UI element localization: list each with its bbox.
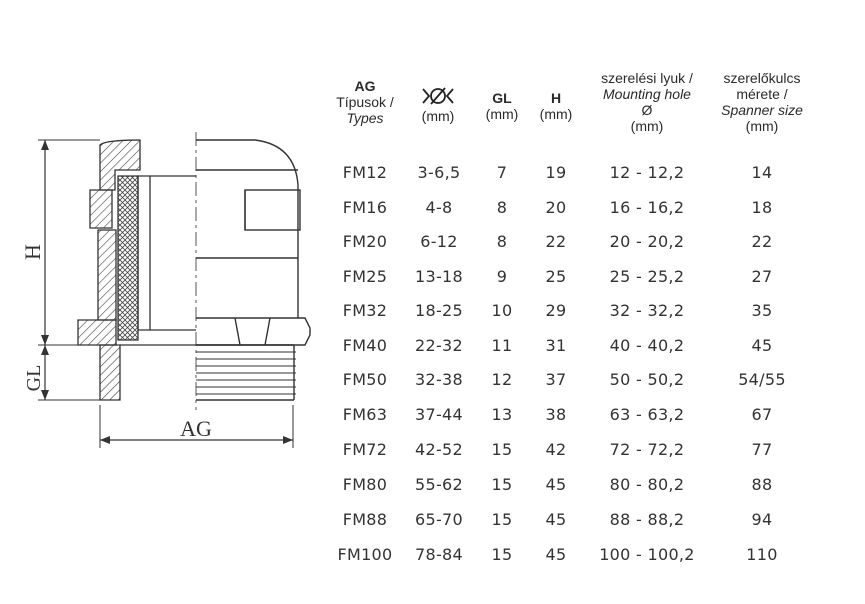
cell-gl: 8 xyxy=(496,198,508,217)
cell-diameter: 3-6,5 xyxy=(417,163,461,182)
cell-type: FM20 xyxy=(342,232,388,251)
cell-type: FM32 xyxy=(342,301,388,320)
cell-mounting-hole: 20 - 20,2 xyxy=(609,232,685,251)
header-gl-label: GL xyxy=(492,90,512,106)
cell-diameter: 42-52 xyxy=(415,440,463,459)
gland-section xyxy=(78,140,196,400)
table-row xyxy=(320,267,840,301)
cell-h: 29 xyxy=(545,301,567,320)
cell-gl: 11 xyxy=(491,336,513,355)
header-type-en: Types xyxy=(346,110,384,126)
header-spanner-hu: szerelőkulcs xyxy=(723,70,801,86)
cell-spanner-size: 67 xyxy=(751,405,773,424)
cell-type: FM50 xyxy=(342,370,388,389)
header-hole-hu: szerelési lyuk / xyxy=(601,70,693,86)
cell-type: FM40 xyxy=(342,336,388,355)
cell-mounting-hole: 88 - 88,2 xyxy=(609,510,685,529)
header-spanner-size xyxy=(708,70,816,134)
cell-mounting-hole: 25 - 25,2 xyxy=(609,267,685,286)
header-gl-unit: (mm) xyxy=(485,106,519,122)
cell-mounting-hole: 72 - 72,2 xyxy=(609,440,685,459)
cell-gl: 9 xyxy=(496,267,508,286)
cell-gl: 13 xyxy=(491,405,513,424)
table-row xyxy=(320,198,840,232)
cell-gl: 10 xyxy=(491,301,513,320)
table-row xyxy=(320,336,840,370)
dimension-ag-label: AG xyxy=(180,416,212,441)
table-row xyxy=(320,163,840,197)
cell-spanner-size: 22 xyxy=(751,232,773,251)
header-spanner-en: Spanner size xyxy=(721,102,803,118)
cell-diameter: 13-18 xyxy=(415,267,463,286)
cell-h: 45 xyxy=(545,510,567,529)
cell-spanner-size: 88 xyxy=(751,475,773,494)
cell-h: 19 xyxy=(545,163,567,182)
header-hole-en: Mounting hole xyxy=(603,86,691,102)
cell-spanner-size: 54/55 xyxy=(738,370,786,389)
dimension-gl-label: GL xyxy=(23,364,45,392)
table-row xyxy=(320,510,840,544)
cell-h: 31 xyxy=(545,336,567,355)
cell-mounting-hole: 16 - 16,2 xyxy=(609,198,685,217)
table-row xyxy=(320,370,840,404)
table-row xyxy=(320,440,840,474)
cell-diameter: 6-12 xyxy=(420,232,458,251)
table-row xyxy=(320,405,840,439)
cell-mounting-hole: 50 - 50,2 xyxy=(609,370,685,389)
cell-spanner-size: 14 xyxy=(751,163,773,182)
cell-diameter: 22-32 xyxy=(415,336,463,355)
header-gl xyxy=(480,90,524,122)
cell-mounting-hole: 63 - 63,2 xyxy=(609,405,685,424)
cell-h: 42 xyxy=(545,440,567,459)
table-row xyxy=(320,545,840,579)
header-h-label: H xyxy=(550,90,562,106)
cell-diameter: 32-38 xyxy=(415,370,463,389)
thread-lines xyxy=(196,352,296,394)
cell-h: 37 xyxy=(545,370,567,389)
header-type-title: AG xyxy=(354,78,376,94)
cell-mounting-hole: 40 - 40,2 xyxy=(609,336,685,355)
cell-h: 25 xyxy=(545,267,567,286)
cell-h: 45 xyxy=(545,545,567,564)
header-h-unit: (mm) xyxy=(539,106,573,122)
cell-type: FM63 xyxy=(342,405,388,424)
cell-type: FM80 xyxy=(342,475,388,494)
cell-spanner-size: 110 xyxy=(746,545,778,564)
table-row xyxy=(320,475,840,509)
diameter-range-icon xyxy=(408,86,468,108)
cell-mounting-hole: 100 - 100,2 xyxy=(599,545,695,564)
cell-gl: 15 xyxy=(491,475,513,494)
cell-mounting-hole: 80 - 80,2 xyxy=(609,475,685,494)
cell-h: 38 xyxy=(545,405,567,424)
cell-spanner-size: 18 xyxy=(751,198,773,217)
cell-type: FM16 xyxy=(342,198,388,217)
cell-diameter: 18-25 xyxy=(415,301,463,320)
cell-type: FM88 xyxy=(342,510,388,529)
cell-type: FM12 xyxy=(342,163,388,182)
cell-type: FM25 xyxy=(342,267,388,286)
gland-exterior xyxy=(196,140,310,400)
cell-h: 22 xyxy=(545,232,567,251)
cell-gl: 15 xyxy=(491,510,513,529)
cell-gl: 15 xyxy=(491,440,513,459)
cell-diameter: 78-84 xyxy=(415,545,463,564)
cell-mounting-hole: 32 - 32,2 xyxy=(609,301,685,320)
cell-diameter: 55-62 xyxy=(415,475,463,494)
cell-h: 20 xyxy=(545,198,567,217)
header-type xyxy=(320,78,410,126)
header-hole-unit: (mm) xyxy=(630,118,664,134)
cell-spanner-size: 35 xyxy=(751,301,773,320)
header-diameter xyxy=(408,86,468,124)
cell-diameter: 65-70 xyxy=(415,510,463,529)
cell-gl: 7 xyxy=(496,163,508,182)
cell-h: 45 xyxy=(545,475,567,494)
cell-gl: 8 xyxy=(496,232,508,251)
header-mounting-hole xyxy=(578,70,716,134)
header-spanner-unit: (mm) xyxy=(745,118,779,134)
header-hole-symbol: Ø xyxy=(641,102,653,118)
cell-mounting-hole: 12 - 12,2 xyxy=(609,163,685,182)
cell-spanner-size: 45 xyxy=(751,336,773,355)
header-type-hu: Típusok / xyxy=(336,94,394,110)
dimension-h-label: H xyxy=(20,244,45,260)
cell-diameter: 37-44 xyxy=(415,405,463,424)
cell-spanner-size: 27 xyxy=(751,267,773,286)
header-diameter-unit: (mm) xyxy=(421,108,455,124)
cell-gl: 12 xyxy=(491,370,513,389)
header-h xyxy=(530,90,582,122)
cell-spanner-size: 77 xyxy=(751,440,773,459)
cell-diameter: 4-8 xyxy=(425,198,453,217)
header-spanner-hu2: mérete / xyxy=(736,86,788,102)
dimension-h xyxy=(38,140,100,345)
cell-type: FM72 xyxy=(342,440,388,459)
cell-spanner-size: 94 xyxy=(751,510,773,529)
cell-type: FM100 xyxy=(337,545,393,564)
cable-gland-drawing xyxy=(0,0,320,470)
table-row xyxy=(320,232,840,266)
table-row xyxy=(320,301,840,335)
dimension-gl xyxy=(38,345,100,400)
cell-gl: 15 xyxy=(491,545,513,564)
